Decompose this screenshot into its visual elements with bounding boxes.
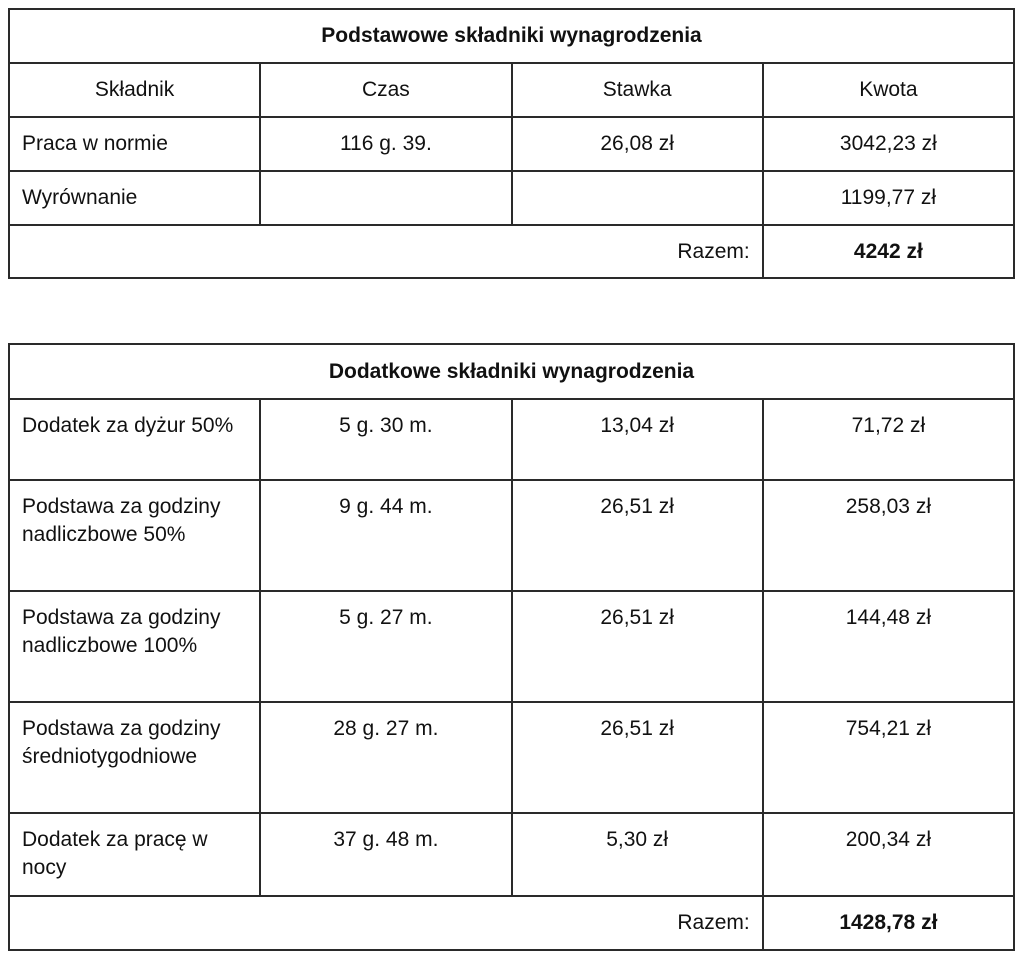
rate-cell: 26,08 zł — [512, 117, 763, 171]
column-header: Czas — [260, 63, 511, 117]
component-name: Podstawa za godziny nadliczbowe 100% — [9, 591, 260, 702]
basic-salary-table — [8, 8, 1015, 279]
total-row — [9, 896, 1014, 950]
rate-cell: 26,51 zł — [512, 702, 763, 813]
amount-cell: 754,21 zł — [763, 702, 1014, 813]
table-row — [9, 591, 1014, 702]
rate-cell: 26,51 zł — [512, 591, 763, 702]
rate-cell: 26,51 zł — [512, 480, 763, 591]
time-cell: 37 g. 48 m. — [260, 813, 511, 896]
table-row — [9, 399, 1014, 480]
header-row — [9, 63, 1014, 117]
time-cell: 116 g. 39. — [260, 117, 511, 171]
table-title: Dodatkowe składniki wynagrodzenia — [9, 344, 1014, 399]
table-row — [9, 117, 1014, 171]
extra-salary-table — [8, 343, 1015, 951]
total-row — [9, 225, 1014, 278]
time-cell: 5 g. 27 m. — [260, 591, 511, 702]
time-cell: 9 g. 44 m. — [260, 480, 511, 591]
component-name: Podstawa za godziny nadliczbowe 50% — [9, 480, 260, 591]
amount-cell: 3042,23 zł — [763, 117, 1014, 171]
table-row — [9, 480, 1014, 591]
column-header: Kwota — [763, 63, 1014, 117]
amount-cell: 71,72 zł — [763, 399, 1014, 480]
rate-cell: 13,04 zł — [512, 399, 763, 480]
time-cell: 5 g. 30 m. — [260, 399, 511, 480]
component-name: Wyrównanie — [9, 171, 260, 225]
table-row — [9, 702, 1014, 813]
table-row — [9, 171, 1014, 225]
amount-cell: 258,03 zł — [763, 480, 1014, 591]
time-cell: 28 g. 27 m. — [260, 702, 511, 813]
amount-cell: 200,34 zł — [763, 813, 1014, 896]
component-name: Dodatek za dyżur 50% — [9, 399, 260, 480]
component-name: Praca w normie — [9, 117, 260, 171]
column-header: Składnik — [9, 63, 260, 117]
time-cell — [260, 171, 511, 225]
rate-cell: 5,30 zł — [512, 813, 763, 896]
amount-cell: 1199,77 zł — [763, 171, 1014, 225]
total-label: Razem: — [9, 896, 763, 950]
column-header: Stawka — [512, 63, 763, 117]
table-title: Podstawowe składniki wynagrodzenia — [9, 9, 1014, 63]
component-name: Dodatek za pracę w nocy — [9, 813, 260, 896]
component-name: Podstawa za godziny średniotygodniowe — [9, 702, 260, 813]
rate-cell — [512, 171, 763, 225]
total-value: 4242 zł — [763, 225, 1014, 278]
amount-cell: 144,48 zł — [763, 591, 1014, 702]
total-label: Razem: — [9, 225, 763, 278]
table-row — [9, 813, 1014, 896]
total-value: 1428,78 zł — [763, 896, 1014, 950]
